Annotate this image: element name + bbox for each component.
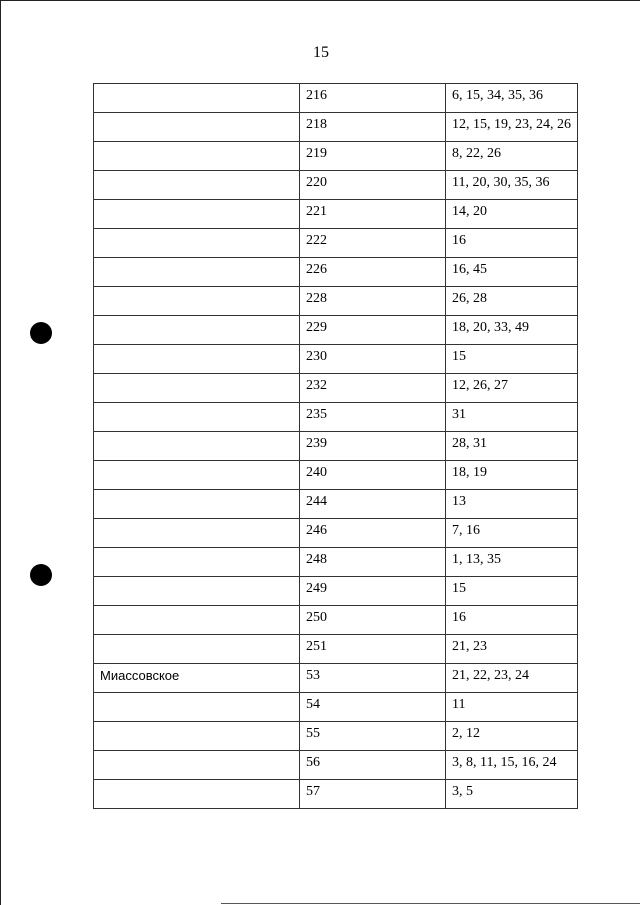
refs-cell: 14, 20 [446,200,578,229]
refs-cell: 12, 15, 19, 23, 24, 26 [446,113,578,142]
number-cell: 55 [300,722,446,751]
name-cell [94,84,300,113]
name-cell [94,577,300,606]
table-row [94,142,578,171]
refs-cell: 1, 13, 35 [446,548,578,577]
table-row [94,171,578,200]
number-cell: 229 [300,316,446,345]
name-cell [94,635,300,664]
refs-cell: 31 [446,403,578,432]
number-cell: 232 [300,374,446,403]
table-row [94,722,578,751]
number-cell: 239 [300,432,446,461]
number-cell: 219 [300,142,446,171]
table-row [94,635,578,664]
name-cell [94,258,300,287]
name-cell [94,432,300,461]
number-cell: 218 [300,113,446,142]
name-cell: Миассовское [94,664,300,693]
number-cell: 56 [300,751,446,780]
table-row [94,432,578,461]
number-cell: 228 [300,287,446,316]
refs-cell: 11 [446,693,578,722]
number-cell: 57 [300,780,446,809]
table-row [94,403,578,432]
table-row [94,519,578,548]
table-row [94,287,578,316]
name-cell [94,287,300,316]
refs-cell: 3, 5 [446,780,578,809]
number-cell: 226 [300,258,446,287]
number-cell: 240 [300,461,446,490]
table-row [94,664,578,693]
refs-cell: 12, 26, 27 [446,374,578,403]
name-cell [94,200,300,229]
refs-cell: 11, 20, 30, 35, 36 [446,171,578,200]
number-cell: 246 [300,519,446,548]
table-row [94,606,578,635]
refs-cell: 21, 23 [446,635,578,664]
table-row [94,577,578,606]
table-row [94,258,578,287]
name-cell [94,693,300,722]
name-cell [94,113,300,142]
table-row [94,693,578,722]
number-cell: 221 [300,200,446,229]
name-cell [94,316,300,345]
name-cell [94,548,300,577]
refs-cell: 2, 12 [446,722,578,751]
table-row [94,374,578,403]
name-cell [94,461,300,490]
table-row [94,113,578,142]
number-cell: 248 [300,548,446,577]
page-edge-line [221,903,640,904]
number-cell: 251 [300,635,446,664]
number-cell: 216 [300,84,446,113]
name-cell [94,171,300,200]
name-cell [94,142,300,171]
refs-cell: 6, 15, 34, 35, 36 [446,84,578,113]
name-cell [94,490,300,519]
refs-cell: 28, 31 [446,432,578,461]
index-table [93,83,578,809]
refs-cell: 26, 28 [446,287,578,316]
number-cell: 244 [300,490,446,519]
table-row [94,548,578,577]
refs-cell: 18, 19 [446,461,578,490]
refs-cell: 8, 22, 26 [446,142,578,171]
punch-hole [30,564,52,586]
name-cell [94,780,300,809]
table-row [94,490,578,519]
refs-cell: 7, 16 [446,519,578,548]
refs-cell: 13 [446,490,578,519]
table-row [94,461,578,490]
number-cell: 220 [300,171,446,200]
name-cell [94,229,300,258]
page-number: 15 [313,44,329,61]
table-row [94,84,578,113]
name-cell [94,751,300,780]
number-cell: 222 [300,229,446,258]
name-cell [94,403,300,432]
name-cell [94,519,300,548]
name-cell [94,374,300,403]
number-cell: 250 [300,606,446,635]
table-row [94,345,578,374]
refs-cell: 15 [446,577,578,606]
table-row [94,316,578,345]
table-row [94,780,578,809]
refs-cell: 16, 45 [446,258,578,287]
refs-cell: 15 [446,345,578,374]
table-row [94,200,578,229]
name-cell [94,722,300,751]
refs-cell: 3, 8, 11, 15, 16, 24 [446,751,578,780]
refs-cell: 16 [446,606,578,635]
number-cell: 54 [300,693,446,722]
number-cell: 235 [300,403,446,432]
refs-cell: 18, 20, 33, 49 [446,316,578,345]
refs-cell: 21, 22, 23, 24 [446,664,578,693]
number-cell: 230 [300,345,446,374]
number-cell: 53 [300,664,446,693]
number-cell: 249 [300,577,446,606]
table-row [94,751,578,780]
punch-hole [30,322,52,344]
table-row [94,229,578,258]
index-table-body [94,84,578,809]
name-cell [94,606,300,635]
refs-cell: 16 [446,229,578,258]
name-cell [94,345,300,374]
